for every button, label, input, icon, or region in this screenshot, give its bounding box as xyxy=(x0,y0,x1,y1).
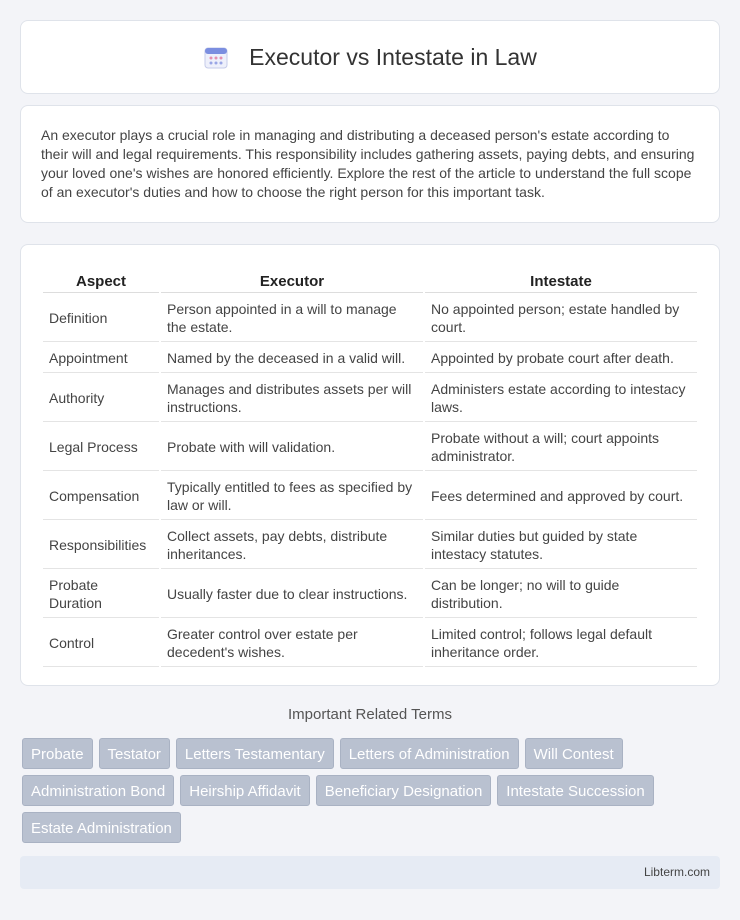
comparison-table xyxy=(41,265,699,669)
comparison-card xyxy=(20,244,720,686)
table-cell: Definition xyxy=(43,295,159,342)
term-tag-probate[interactable]: Probate xyxy=(22,738,93,769)
intro-card xyxy=(20,105,720,223)
related-terms-title: Important Related Terms xyxy=(288,706,452,723)
table-cell: Compensation xyxy=(43,473,159,520)
table-row xyxy=(43,375,697,422)
table-row xyxy=(43,295,697,342)
term-tag-heirship-affidavit[interactable]: Heirship Affidavit xyxy=(180,775,309,806)
table-header: Executor xyxy=(161,267,423,293)
table-row xyxy=(43,522,697,569)
term-tag-estate-administration[interactable]: Estate Administration xyxy=(22,812,181,843)
term-tag-administration-bond[interactable]: Administration Bond xyxy=(22,775,174,806)
table-row xyxy=(43,571,697,618)
term-tag-testator[interactable]: Testator xyxy=(99,738,170,769)
table-cell: Similar duties but guided by state intestacy statutes. xyxy=(425,522,697,569)
footer xyxy=(20,856,720,889)
table-cell: Probate with will validation. xyxy=(161,424,423,471)
table-cell: Can be longer; no will to guide distribution. xyxy=(425,571,697,618)
table-cell: Appointment xyxy=(43,344,159,373)
table-row xyxy=(43,620,697,667)
table-cell: Administers estate according to intestacy laws. xyxy=(425,375,697,422)
related-terms-list xyxy=(22,738,722,849)
table-cell: Limited control; follows legal default inheritance order. xyxy=(425,620,697,667)
table-cell: Greater control over estate per decedent's wishes. xyxy=(161,620,423,667)
term-tag-letters-testamentary[interactable]: Letters Testamentary xyxy=(176,738,334,769)
table-cell: Control xyxy=(43,620,159,667)
calendar-icon xyxy=(203,44,229,70)
table-cell: Legal Process xyxy=(43,424,159,471)
page-title: Executor vs Intestate in Law xyxy=(249,43,537,70)
intro-text: An executor plays a crucial role in managing and distributing a deceased person's estate according to their will and legal requirements. This responsibility includes gathering assets, paying debts, and ensuring your loved one's wishes are honored efficiently. Explore the rest of the article to understand the full scope of an executor's duties and how to choose the right person for this important task. xyxy=(41,127,695,200)
table-row xyxy=(43,344,697,373)
table-header: Aspect xyxy=(43,267,159,293)
table-cell: Probate Duration xyxy=(43,571,159,618)
footer-site-link[interactable]: Libterm.com xyxy=(643,865,710,879)
table-cell: Authority xyxy=(43,375,159,422)
table-header: Intestate xyxy=(425,267,697,293)
table-row xyxy=(43,424,697,471)
table-cell: Typically entitled to fees as specified by law or will. xyxy=(161,473,423,520)
table-cell: Appointed by probate court after death. xyxy=(425,344,697,373)
table-cell: Fees determined and approved by court. xyxy=(425,473,697,520)
term-tag-will-contest[interactable]: Will Contest xyxy=(525,738,623,769)
table-cell: Person appointed in a will to manage the estate. xyxy=(161,295,423,342)
table-cell: Named by the deceased in a valid will. xyxy=(161,344,423,373)
term-tag-beneficiary-designation[interactable]: Beneficiary Designation xyxy=(316,775,492,806)
term-tag-letters-of-administration[interactable]: Letters of Administration xyxy=(340,738,519,769)
table-cell: Collect assets, pay debts, distribute inheritances. xyxy=(161,522,423,569)
term-tag-intestate-succession[interactable]: Intestate Succession xyxy=(497,775,653,806)
table-cell: Usually faster due to clear instructions. xyxy=(161,571,423,618)
table-cell: Manages and distributes assets per will instructions. xyxy=(161,375,423,422)
table-cell: Responsibilities xyxy=(43,522,159,569)
table-row xyxy=(43,473,697,520)
table-cell: Probate without a will; court appoints administrator. xyxy=(425,424,697,471)
header-card xyxy=(20,20,720,94)
table-cell: No appointed person; estate handled by court. xyxy=(425,295,697,342)
